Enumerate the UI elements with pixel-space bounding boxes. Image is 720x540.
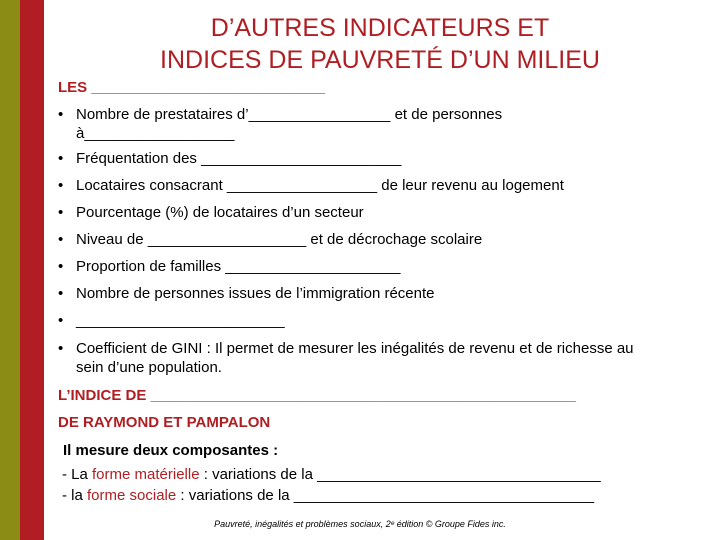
les-heading: LES ____________________________: [58, 79, 325, 96]
bullet-icon: •: [58, 150, 64, 167]
bullet-icon: •: [58, 204, 64, 221]
bullet-item: Proportion de familles _____________________: [76, 258, 401, 275]
component-prefix: - la: [62, 487, 88, 504]
bullet-item: Coefficient de GINI : Il permet de mesurer les inégalités de revenu et de richesse au: [76, 340, 634, 357]
title-line-2: INDICES DE PAUVRETÉ D’UN MILIEU: [160, 46, 600, 74]
bullet-icon: •: [58, 285, 64, 302]
bullet-item: Locataires consacrant __________________ de leur revenu au logement: [76, 177, 564, 194]
component-prefix: - La: [62, 466, 93, 483]
left-red-bar: [20, 0, 44, 540]
bullet-item: Niveau de ___________________ et de décrochage scolaire: [76, 231, 483, 248]
bullet-item: Nombre de personnes issues de l’immigration récente: [76, 285, 435, 302]
bullet-item: Fréquentation des ________________________: [76, 150, 402, 167]
bullet-item: _________________________: [76, 312, 285, 329]
bullet-icon: •: [58, 231, 64, 248]
bullet-icon: •: [58, 312, 64, 329]
bullet-icon: •: [58, 340, 64, 357]
component-materielle: [62, 466, 601, 484]
left-olive-bar: [0, 0, 20, 540]
forme-materielle-label: forme matérielle: [92, 466, 200, 483]
footer-credit: Pauvreté, inégalités et problèmes sociaux, 2ᵉ édition © Groupe Fides inc.: [214, 519, 506, 529]
bullet-icon: •: [58, 258, 64, 275]
bullet-icon: •: [58, 177, 64, 194]
component-rest: : variations de la __________________________________: [199, 466, 601, 483]
raymond-pampalon-heading: DE RAYMOND ET PAMPALON: [58, 414, 271, 431]
indice-heading: L’INDICE DE ___________________________________________________: [58, 387, 576, 404]
slide-title: [100, 12, 660, 76]
bullet-item-continuation: sein d’une population.: [76, 359, 222, 376]
bullet-item: Pourcentage (%) de locataires d’un secteur: [76, 204, 364, 221]
mesure-heading: Il mesure deux composantes :: [63, 442, 279, 459]
component-sociale: [62, 487, 594, 505]
forme-sociale-label: forme sociale: [87, 487, 177, 504]
title-line-1: D’AUTRES INDICATEURS ET: [210, 14, 550, 42]
bullet-icon: •: [58, 106, 64, 123]
bullet-item: Nombre de prestataires d’_________________ et de personnes: [76, 106, 503, 123]
bullet-item-continuation: à__________________: [76, 125, 235, 142]
component-rest: : variations de la ____________________________________: [176, 487, 595, 504]
